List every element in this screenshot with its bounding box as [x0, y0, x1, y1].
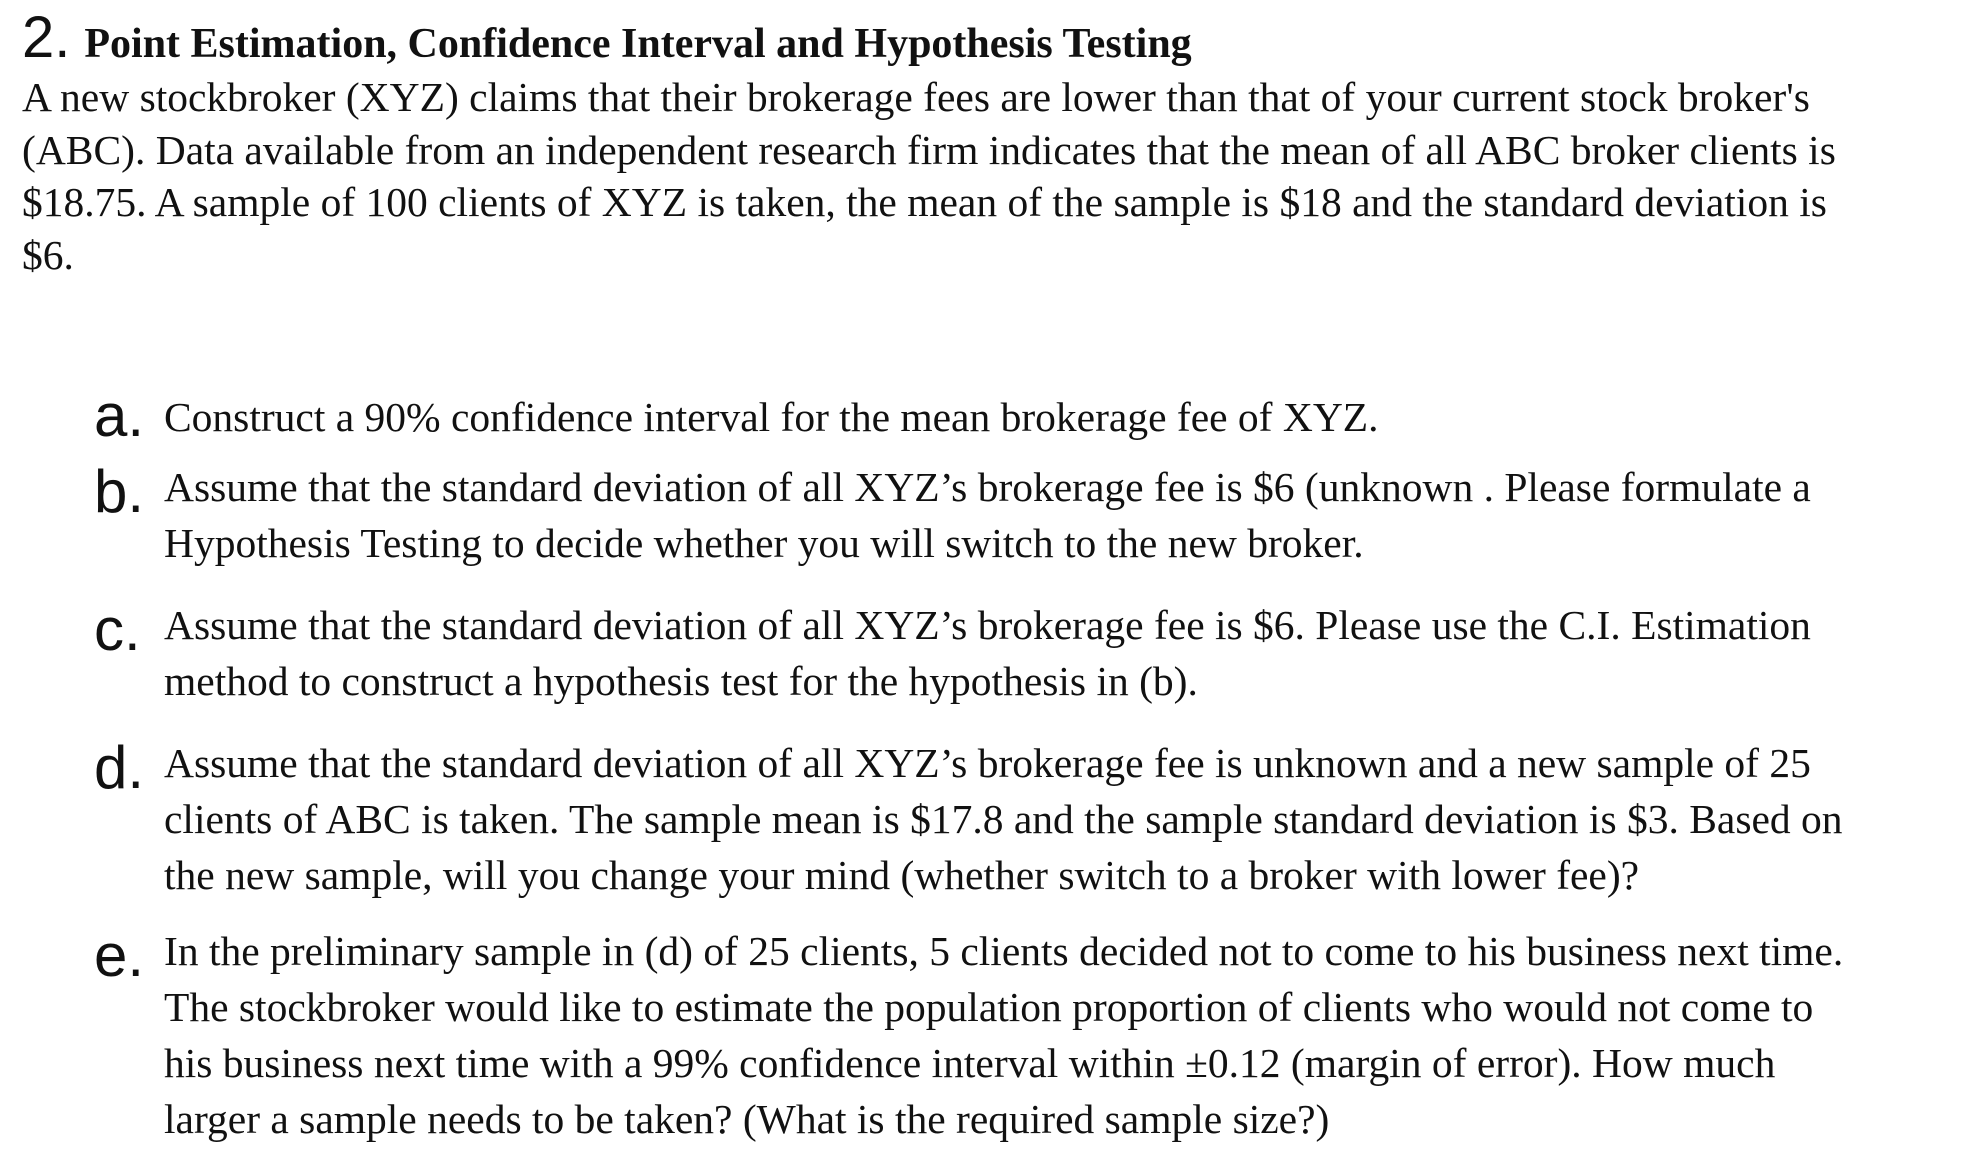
- intro-line: $18.75. A sample of 100 clients of XYZ is taken, the mean of the sample is $18 and the standard deviation is: [22, 179, 1827, 225]
- sub-question-line: his business next time with a 99% confidence interval within ±0.12 (margin of error). How much: [164, 1040, 1776, 1086]
- sub-question-line: In the preliminary sample in (d) of 25 clients, 5 clients decided not to come to his business next time.: [164, 928, 1844, 974]
- intro-line: A new stockbroker (XYZ) claims that their brokerage fees are lower than that of your current stock broker's: [22, 74, 1810, 120]
- intro-line: (ABC). Data available from an independent research firm indicates that the mean of all ABC broker clients is: [22, 126, 1836, 173]
- question-heading: [22, 4, 1192, 71]
- sub-question-line: Construct a 90% confidence interval for the mean brokerage fee of XYZ.: [164, 394, 1379, 440]
- sub-question-line: the new sample, will you change your mind (whether switch to a broker with lower fee)?: [164, 852, 1640, 898]
- intro-paragraph: [22, 71, 1972, 281]
- sub-question-line: Assume that the standard deviation of all XYZ’s brokerage fee is $6 (unknown . Please formulate a: [164, 464, 1811, 510]
- sub-question-marker: a.: [94, 382, 145, 449]
- sub-question-marker: c.: [94, 596, 141, 663]
- sub-question-line: Assume that the standard deviation of all XYZ’s brokerage fee is $6. Please use the C.I. Estimation: [164, 602, 1811, 648]
- sub-question-text: [164, 389, 1379, 445]
- sub-question-line: clients of ABC is taken. The sample mean is $17.8 and the sample standard deviation is $3. Based on: [164, 796, 1843, 842]
- sub-question-line: larger a sample needs to be taken? (What is the required sample size?): [164, 1096, 1330, 1142]
- sub-question-marker: d.: [94, 734, 145, 801]
- sub-question-line: Assume that the standard deviation of all XYZ’s brokerage fee is unknown and a new sample of 25: [164, 740, 1811, 786]
- sub-question-text: [164, 923, 1843, 1147]
- intro-line: $6.: [22, 231, 74, 278]
- sub-question-line: The stockbroker would like to estimate the population proportion of clients who would not come to: [164, 984, 1814, 1030]
- sub-question-text: [164, 459, 1811, 571]
- sub-question-text: [164, 597, 1811, 709]
- question-number: 2.: [22, 5, 71, 70]
- sub-question-line: method to construct a hypothesis test for the hypothesis in (b).: [164, 658, 1198, 704]
- question-title: Point Estimation, Confidence Interval and Hypothesis Testing: [84, 21, 1192, 67]
- sub-question-text: [164, 735, 1843, 903]
- sub-question-line: Hypothesis Testing to decide whether you will switch to the new broker.: [164, 520, 1364, 566]
- sub-question-marker: b.: [94, 458, 145, 525]
- sub-question-marker: e.: [94, 922, 145, 989]
